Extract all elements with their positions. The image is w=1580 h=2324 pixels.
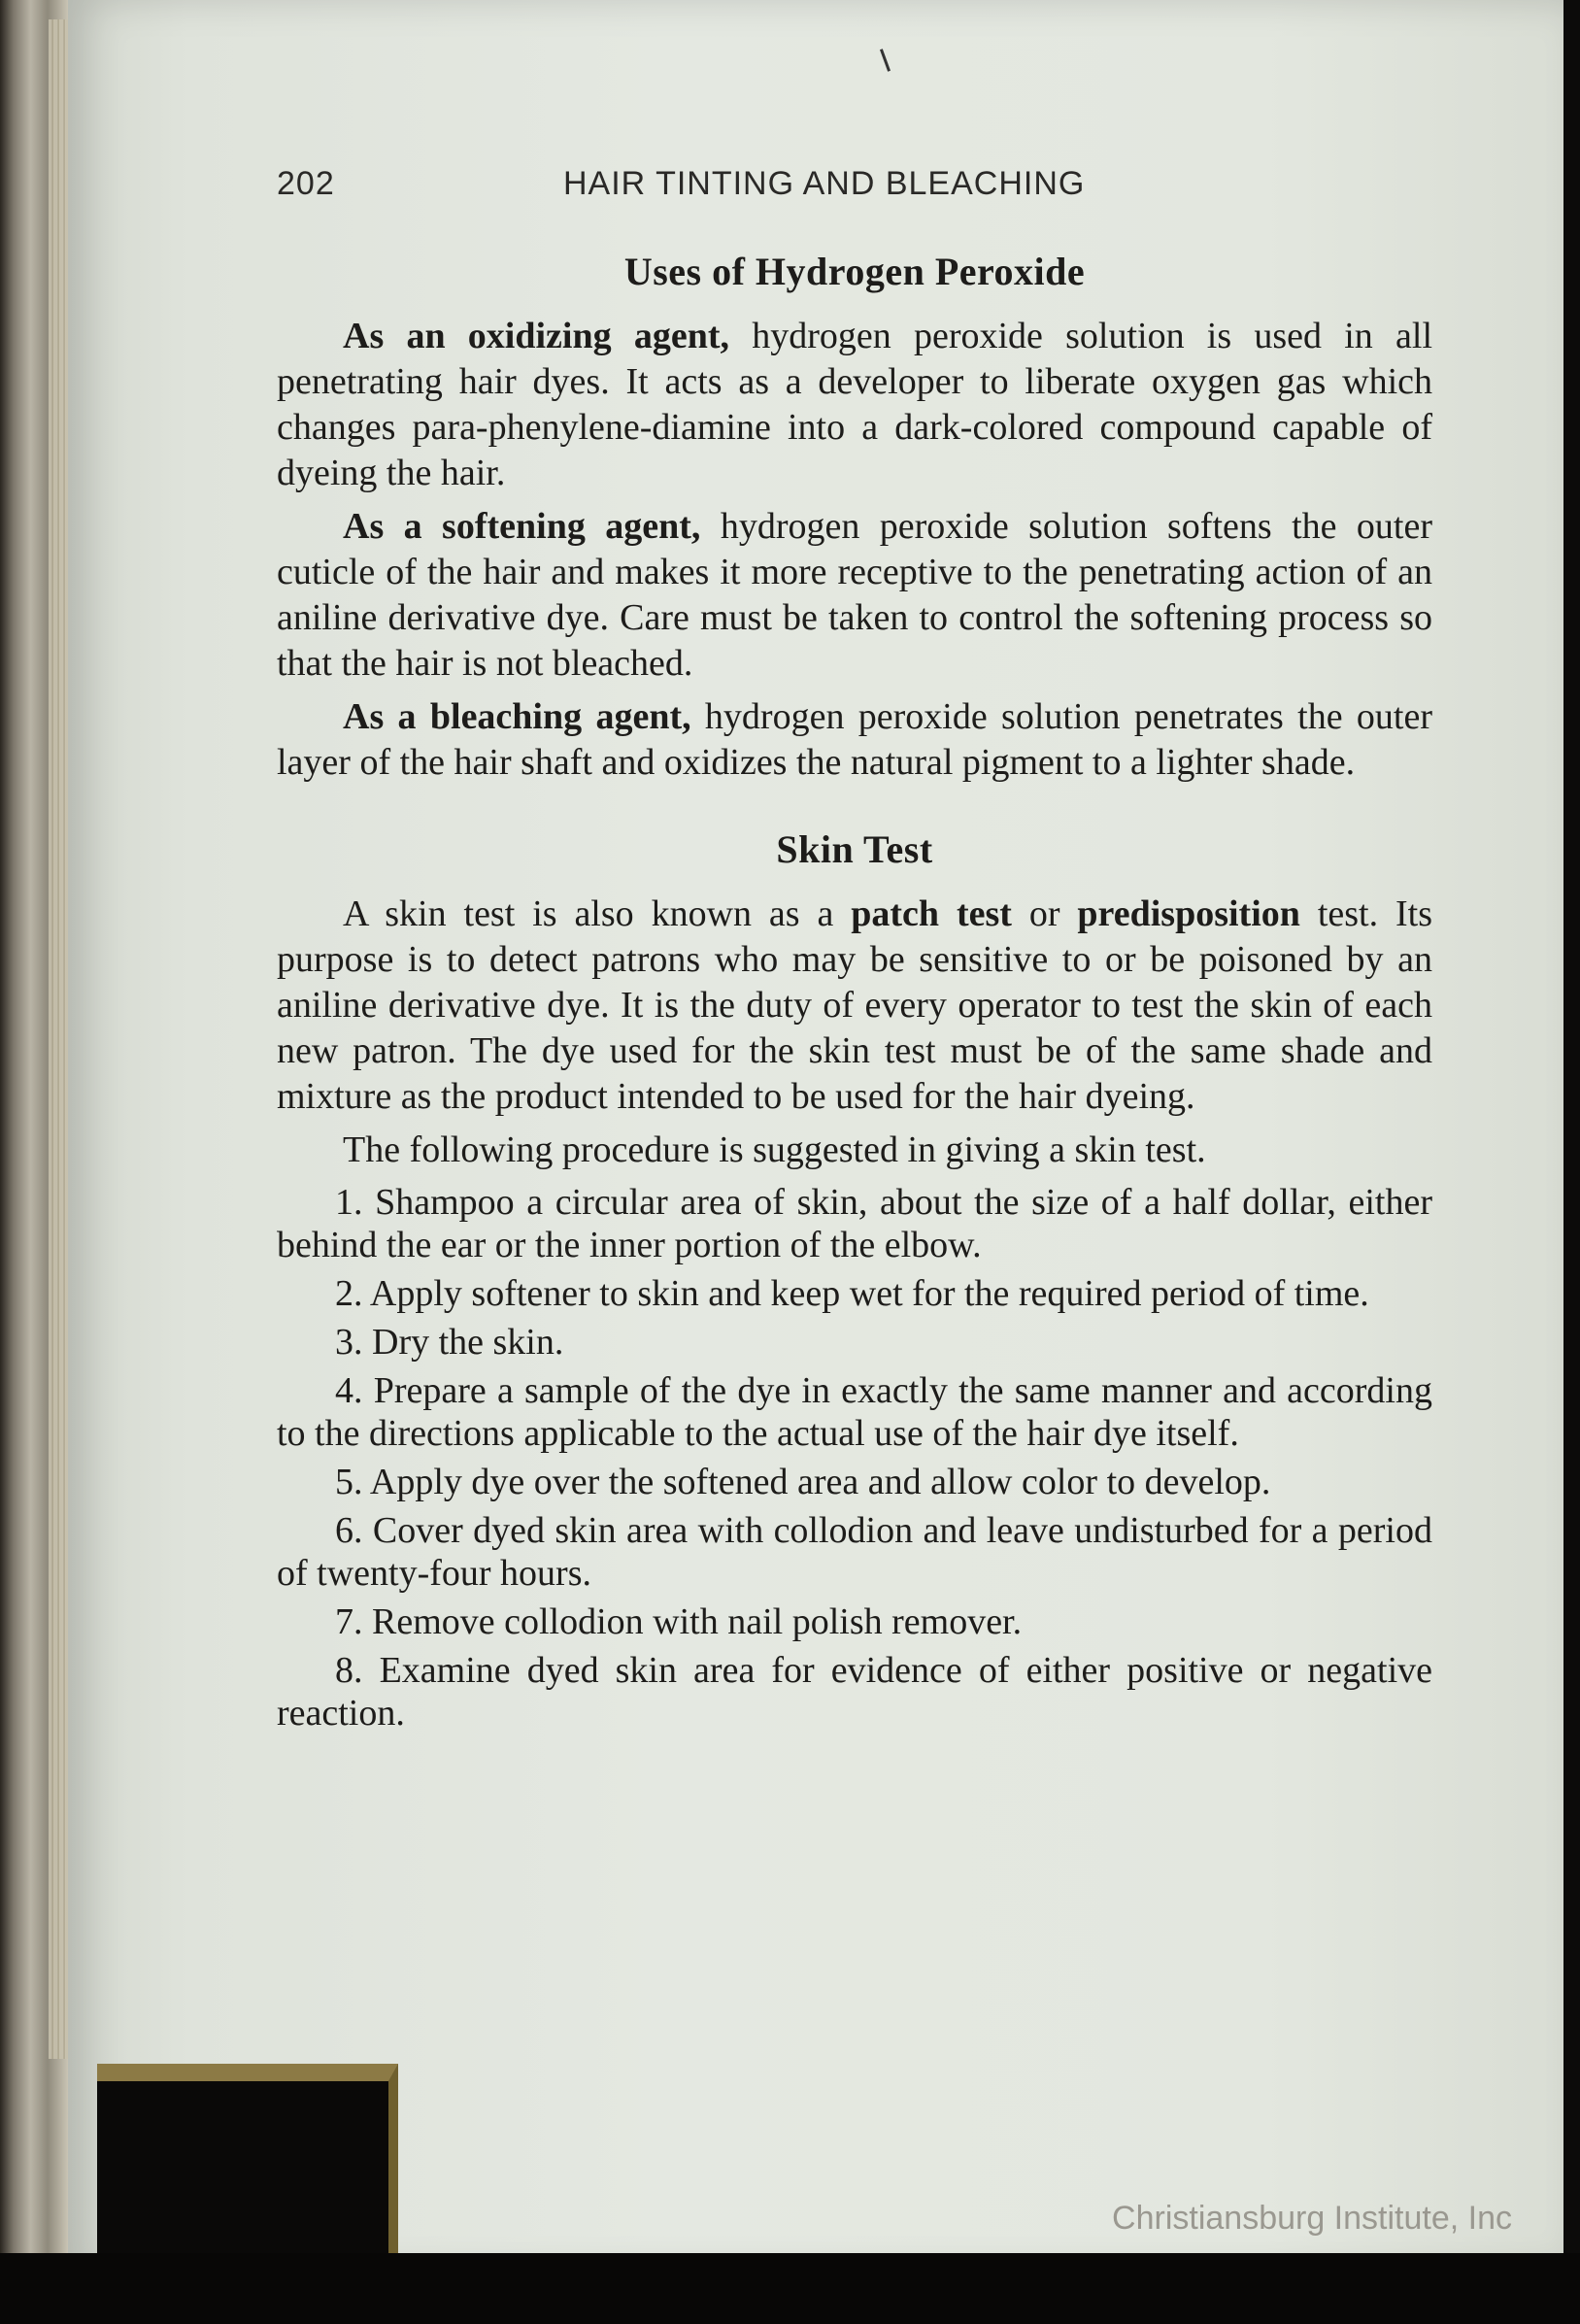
bottom-shadow [0, 2253, 1580, 2324]
book-title: HAIR TINTING AND BLEACHING [563, 165, 1086, 202]
paragraph-lead: As a bleaching agent, [343, 696, 691, 737]
list-item: 5. Apply dye over the softened area and allow color to develop. [335, 1462, 1271, 1502]
paragraph-lead: As a softening agent, [343, 506, 701, 547]
page-mark [880, 49, 891, 72]
section-hydrogen-peroxide [277, 249, 1432, 786]
text-run: A skin test is also known as a [343, 893, 852, 934]
list-item: 2. Apply softener to skin and keep wet for the required period of time. [335, 1273, 1369, 1314]
list-item: 4. Prepare a sample of the dye in exactly the same manner and according to the directions applicable to the actual use of the hair dye itself. [277, 1370, 1432, 1454]
paragraph-text: hydrogen peroxide solution penetrates the outer layer of the hair shaft and oxidizes the natural pigment to a lighter shade. [277, 696, 1432, 783]
term-patch-test: patch test [851, 893, 1012, 934]
paragraph-bleaching [277, 694, 1432, 786]
term-predisposition: predisposition [1077, 893, 1300, 934]
running-head [277, 155, 1432, 214]
text-run: test. Its purpose is to detect patrons who may be sensitive to or be poisoned by an aniline derivative dye. It is the duty of every operator to test the skin of each new patron. The dye used for the skin test must be of the same shade and mixture as the product intended to be used for the hair dyeing. [277, 893, 1432, 1117]
paragraph-lead: As an oxidizing agent, [343, 316, 729, 356]
text-run: or [1011, 893, 1078, 934]
page-content [277, 155, 1432, 1740]
paragraph-oxidizing [277, 314, 1432, 496]
list-item: 1. Shampoo a circular area of skin, about the size of a half dollar, either behind the ear or the inner portion of the elbow. [277, 1182, 1432, 1265]
page-number: 202 [277, 165, 335, 202]
paragraph-text: hydrogen peroxide solution is used in all penetrating hair dyes. It acts as a developer to liberate oxygen gas which changes para-phenylene-diamine into a dark-colored compound capable of dyeing the hair. [277, 316, 1433, 493]
section-heading: Skin Test [776, 827, 933, 871]
section-skin-test [277, 826, 1432, 1735]
paragraph-text: hydrogen peroxide solution softens the outer cuticle of the hair and makes it more receptive to the penetrating action of an aniline derivative dye. Care must be taken to control the softening process so that the hair is not bleached. [277, 506, 1432, 684]
paragraph-intro [277, 892, 1432, 1120]
list-item: 7. Remove collodion with nail polish remover. [335, 1601, 1023, 1642]
list-item: 3. Dry the skin. [335, 1322, 564, 1363]
paragraph-softening [277, 504, 1432, 687]
watermark: Christiansburg Institute, Inc [1112, 2200, 1512, 2237]
section-heading: Uses of Hydrogen Peroxide [623, 250, 1086, 293]
list-item: 8. Examine dyed skin area for evidence of either positive or negative reaction. [277, 1650, 1432, 1734]
procedure-intro: The following procedure is suggested in giving a skin test. [343, 1129, 1206, 1170]
list-item: 6. Cover dyed skin area with collodion and leave undisturbed for a period of twenty-four hours. [277, 1510, 1432, 1594]
